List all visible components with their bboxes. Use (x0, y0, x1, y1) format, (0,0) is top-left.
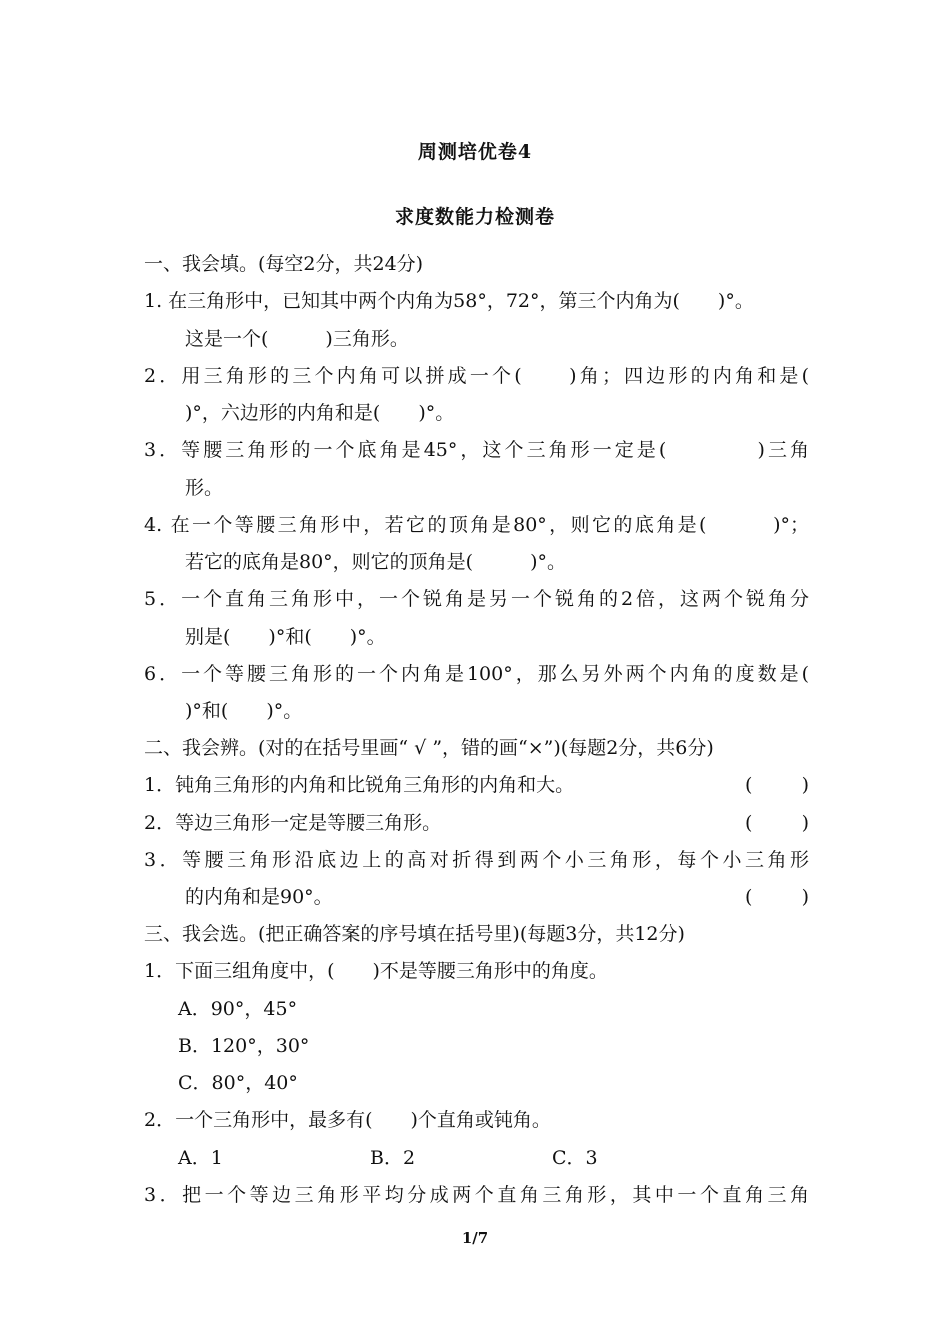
question-3-1-option-b: B．120°，30° (178, 1035, 310, 1057)
question-2-2 (144, 810, 809, 836)
answer-bracket-2-2[interactable]: ( ) (745, 812, 809, 834)
question-3-1: 1．下面三组角度中，( )不是等腰三角形中的角度。 (144, 960, 608, 982)
question-1-2-line-2: )°，六边形的内角和是( )°。 (185, 402, 455, 424)
question-1-4-line-1: 4. 在一个等腰三角形中，若它的顶角是80°，则它的底角是( )°； (144, 514, 809, 536)
question-1-5-line-1: 5．一个直角三角形中，一个锐角是另一个锐角的2倍，这两个锐角分 (144, 588, 809, 610)
question-3-1-option-a: A．90°，45° (178, 998, 298, 1020)
question-2-1-text: 1．钝角三角形的内角和比锐角三角形的内角和大。 (144, 774, 575, 796)
question-2-3-text: 的内角和是90°。 (185, 886, 333, 908)
question-3-2: 2．一个三角形中，最多有( )个直角或钝角。 (144, 1109, 551, 1131)
question-3-3-line-1: 3．把一个等边三角形平均分成两个直角三角形，其中一个直角三角 (144, 1184, 809, 1206)
answer-bracket-2-1[interactable]: ( ) (745, 774, 809, 796)
question-3-2-option-a: A．1 (178, 1147, 223, 1169)
page-number: 1/7 (461, 1229, 489, 1247)
question-1-3-line-2: 形。 (185, 477, 224, 499)
question-1-5-line-2: 别是( )°和( )°。 (185, 626, 386, 648)
question-1-6-line-2: )°和( )°。 (185, 700, 303, 722)
question-1-6-line-1: 6．一个等腰三角形的一个内角是100°，那么另外两个内角的度数是( (144, 663, 809, 685)
page-subtitle: 求度数能力检测卷 (394, 206, 555, 228)
question-1-4-line-2: 若它的底角是80°，则它的顶角是( )°。 (185, 551, 567, 573)
question-1-1-line-1: 1. 在三角形中，已知其中两个内角为58°，72°，第三个内角为( )°。 (144, 290, 754, 312)
question-3-2-option-c: C．3 (552, 1147, 598, 1169)
question-2-3-line-1: 3．等腰三角形沿底边上的高对折得到两个小三角形，每个小三角形 (144, 849, 809, 871)
question-2-3-line-2 (144, 884, 809, 910)
question-3-1-option-c: C．80°，40° (178, 1072, 298, 1094)
question-2-2-text: 2．等边三角形一定是等腰三角形。 (144, 812, 442, 834)
question-1-1-line-2: 这是一个( )三角形。 (185, 328, 409, 350)
section-3-heading: 三、我会选。(把正确答案的序号填在括号里)(每题3分，共12分) (144, 923, 685, 945)
answer-bracket-2-3[interactable]: ( ) (745, 886, 809, 908)
section-2-heading: 二、我会辨。(对的在括号里画“ √ ”，错的画“×”)(每题2分，共6分) (144, 737, 714, 759)
question-1-2-line-1: 2．用三角形的三个内角可以拼成一个( )角；四边形的内角和是( (144, 365, 809, 387)
question-2-1 (144, 772, 809, 798)
section-1-heading: 一、我会填。(每空2分，共24分) (144, 253, 424, 275)
question-3-2-option-b: B．2 (370, 1147, 416, 1169)
page-title: 周测培优卷4 (417, 141, 533, 163)
question-1-3-line-1: 3．等腰三角形的一个底角是45°，这个三角形一定是( )三角 (144, 439, 809, 461)
